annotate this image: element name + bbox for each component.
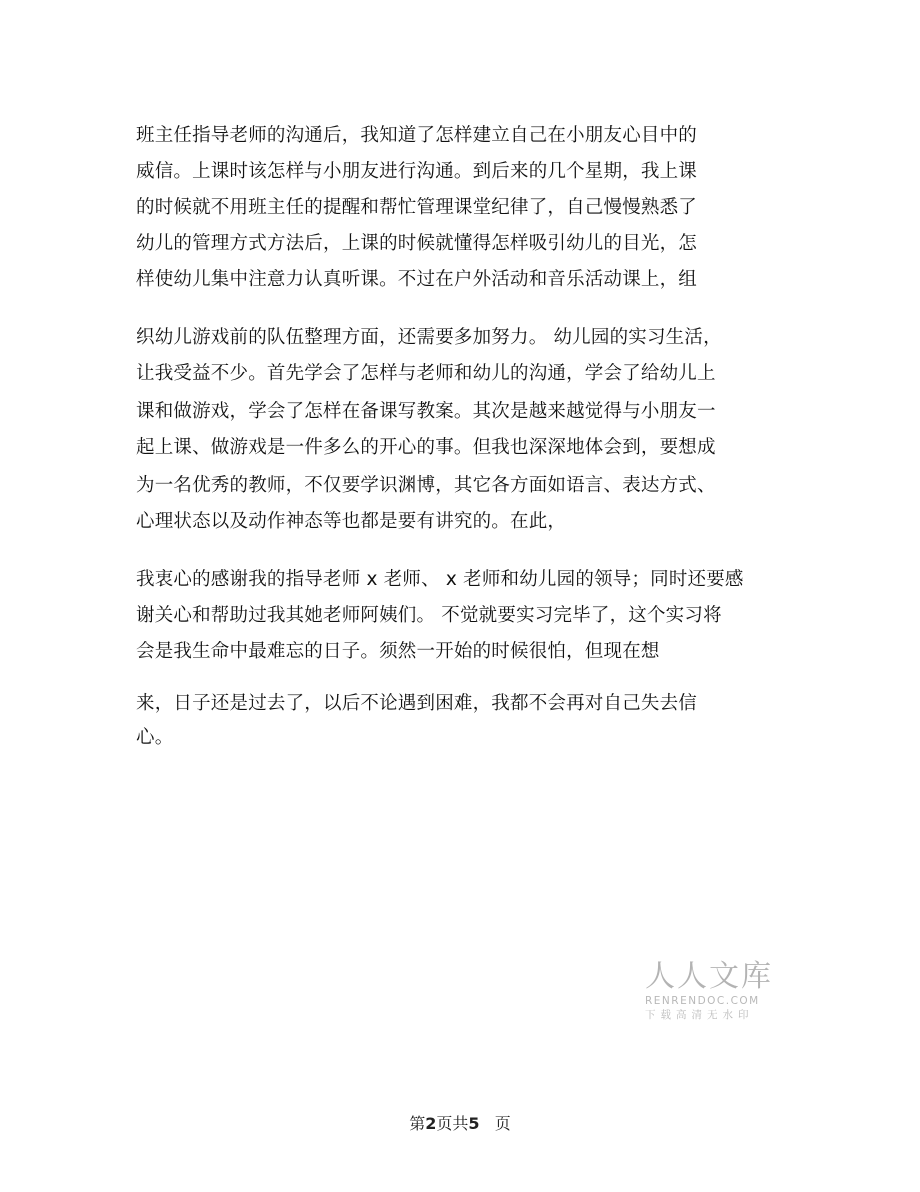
total-page-number: 5 <box>468 1114 480 1133</box>
footer-prefix: 第 <box>409 1114 426 1133</box>
watermark-domain: RENRENDOC.COM <box>645 995 760 1007</box>
text-line: 我衷心的感谢我的指导老师 x 老师、 x 老师和幼儿园的领导；同时还要感 <box>136 569 744 590</box>
watermark-subtitle: 下载高清无水印 <box>645 1009 754 1021</box>
page-number-footer <box>0 1113 920 1135</box>
text-line: 课和做游戏，学会了怎样在备课写教案。其次是越来越觉得与小朋友一 <box>136 401 716 422</box>
text-line: 会是我生命中最难忘的日子。须然一开始的时候很怕，但现在想 <box>136 641 660 662</box>
text-line: 让我受益不少。首先学会了怎样与老师和幼儿的沟通，学会了给幼儿上 <box>136 363 716 384</box>
text-line: 样使幼儿集中注意力认真听课。不过在户外活动和音乐活动课上，组 <box>136 269 698 290</box>
watermark <box>645 960 775 1023</box>
text-line: 来，日子还是过去了，以后不论遇到困难，我都不会再对自己失去信 <box>136 693 698 714</box>
text-line: 为一名优秀的教师，不仅要学识渊博，其它各方面如语言、表达方式、 <box>136 475 716 496</box>
text-line: 幼儿的管理方式方法后，上课的时候就懂得怎样吸引幼儿的目光，怎 <box>136 233 698 254</box>
watermark-title: 人人文库 <box>645 959 773 994</box>
text-line: 心。 <box>136 727 174 748</box>
text-line: 心理状态以及动作神态等也都是要有讲究的。在此， <box>136 511 567 532</box>
footer-suffix: 页 <box>494 1114 511 1133</box>
current-page-number: 2 <box>425 1114 437 1133</box>
text-line: 起上课、做游戏是一件多么的开心的事。但我也深深地体会到，要想成 <box>136 437 716 458</box>
text-line: 织幼儿游戏前的队伍整理方面，还需要多加努力。 幼儿园的实习生活， <box>136 327 722 348</box>
text-line: 谢关心和帮助过我其她老师阿姨们。 不觉就要实习完毕了，这个实习将 <box>136 605 722 626</box>
text-line: 威信。上课时该怎样与小朋友进行沟通。到后来的几个星期，我上课 <box>136 161 698 182</box>
footer-middle: 页共 <box>436 1114 469 1133</box>
text-line: 的时候就不用班主任的提醒和帮忙管理课堂纪律了，自己慢慢熟悉了 <box>136 197 698 218</box>
text-line: 班主任指导老师的沟通后，我知道了怎样建立自己在小朋友心目中的 <box>136 125 698 146</box>
